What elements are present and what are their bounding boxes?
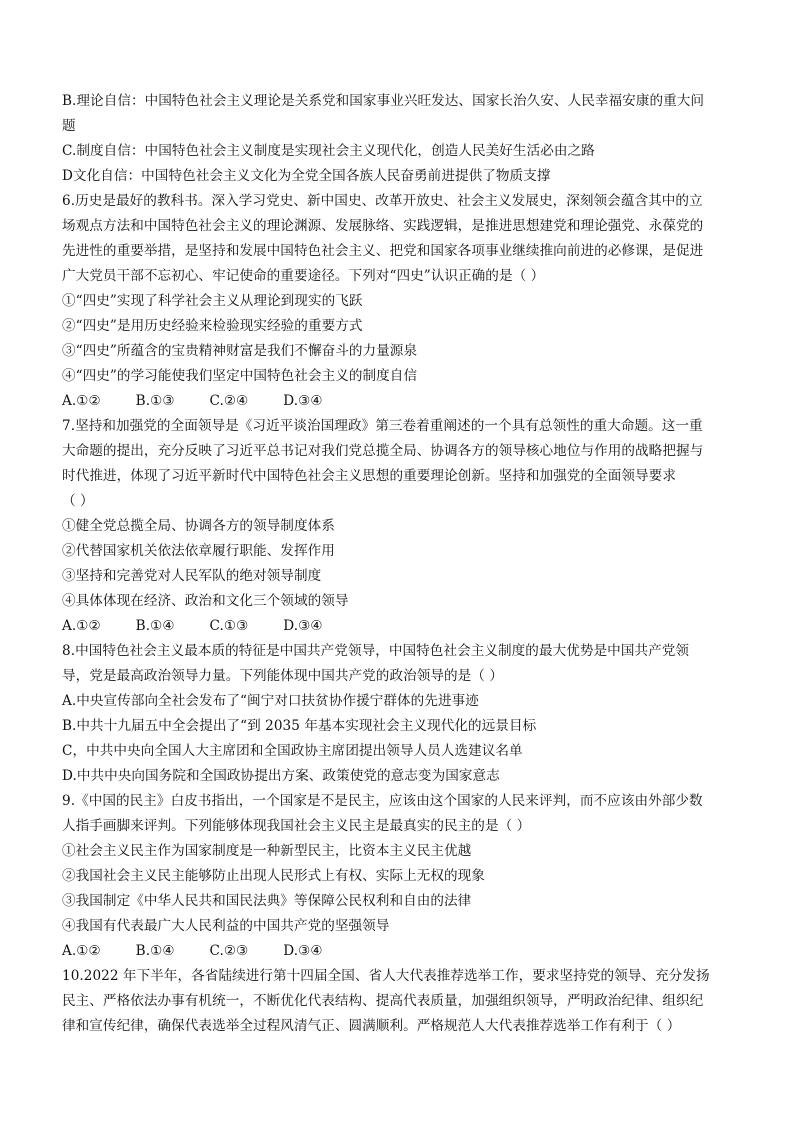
question-8-option-a: A.中央宣传部向全社会发布了“闽宁对口扶贫协作援宁群体的先进事迹 [62,693,479,709]
question-6-options: A.①② B.①③ C.②④ D.③④ [62,393,323,409]
question-9-statement-1: ①社会主义民主作为国家制度是一种新型民主，比资本主义民主优越 [62,843,472,859]
question-9-statement-2: ②我国社会主义民主能够防止出现人民形式上有权、实际上无权的现象 [62,868,485,884]
question-8-option-c: C，中共中央向全国人大主席团和全国政协主席团提出领导人员人选建议名单 [62,743,523,759]
question-8-option-b: B.中共十九届五中全会提出了“到 2035 年基本实现社会主义现代化的远景目标 [62,718,537,734]
document-body [62,89,732,1039]
question-7-statement-2: ②代替国家机关依法依章履行职能、发挥作用 [62,543,335,559]
question-6-stem-line-2: 场观点方法和中国特色社会主义的理论渊源、发展脉络、实践逻辑，是推进思想建党和理论强党、永葆党的 [62,218,704,234]
question-10-stem-line-2: 民主、严格依法办事有机统一，不断优化代表结构、提高代表质量，加强组织领导，严明政治纪律、组织纪 [62,993,704,1009]
question-6-stem-line-3: 先进性的重要举措，是坚持和发展中国特色社会主义、把党和国家各项事业继续推向前进的必修课，是促进 [62,243,704,259]
option-c-system-confidence: C.制度自信：中国特色社会主义制度是实现社会主义现代化，创造人民美好生活必由之路 [62,143,595,159]
question-9-statement-3: ③我国制定《中华人民共和国民法典》等保障公民权利和自由的法律 [62,893,472,909]
question-8-option-d: D.中共中央向国务院和全国政协提出方案、政策使党的意志变为国家意志 [62,768,500,784]
question-7-options: A.①② B.①④ C.①③ D.③④ [62,618,323,634]
question-6-stem-line-4: 广大党员干部不忘初心、牢记使命的重要途径。下列对“四史”认识正确的是（ ） [62,268,545,284]
question-6-statement-2: ②“四史”是用历史经验来检验现实经验的重要方式 [62,318,363,334]
question-6-statement-4: ④“四史”的学习能使我们坚定中国特色社会主义的制度自信 [62,368,418,384]
question-7-stem-line-3: 时代推进，体现了习近平新时代中国特色社会主义思想的重要理论创新。坚持和加强党的全面领导要求 [62,468,676,484]
question-9-statement-4: ④我国有代表最广大人民利益的中国共产党的坚强领导 [62,918,390,934]
question-10-stem-line-3: 律和宣传纪律，确保代表选举全过程风清气正、圆满顺利。严格规范人大代表推荐选举工作有利于（ ） [62,1018,681,1034]
option-b-theory-confidence-line-1: B.理论自信：中国特色社会主义理论是关系党和国家事业兴旺发达、国家长治久安、人民幸福安康的重大问 [62,93,705,109]
question-10-stem-line-1: 10.2022 年下半年，各省陆续进行第十四届全国、省人大代表推荐选举工作，要求坚持党的领导、充分发扬 [62,968,710,984]
question-7-stem-line-2: 大命题的提出，充分反映了习近平总书记对我们党总揽全局、协调各方的领导核心地位与作用的战略把握与 [62,443,704,459]
question-7-statement-4: ④具体体现在经济、政治和文化三个领域的领导 [62,593,349,609]
question-8-stem-line-2: 导，党是最高政治领导力量。下列能体现中国共产党的政治领导的是（ ） [62,668,503,684]
question-9-options: A.①② B.①④ C.②③ D.③④ [62,943,323,959]
question-6-stem-line-1: 6.历史是最好的教科书。深入学习党史、新中国史、改革开放史、社会主义发展史，深刻领会蕴含其中的立 [62,193,703,209]
question-6-statement-3: ③“四史”所蕴含的宝贵精神财富是我们不懈奋斗的力量源泉 [62,343,418,359]
question-8-stem-line-1: 8.中国特色社会主义最本质的特征是中国共产党领导，中国特色社会主义制度的最大优势是中国共产党领 [62,643,690,659]
question-7-statement-1: ①健全党总揽全局、协调各方的领导制度体系 [62,518,335,534]
question-9-stem-line-1: 9.《中国的民主》白皮书指出，一个国家是不是民主，应该由这个国家的人民来评判，而不应该由外部少数 [62,793,703,809]
question-9-stem-line-2: 人指手画脚来评判。下列能够体现我国社会主义民主是最真实的民主的是（ ） [62,818,531,834]
question-7-stem-line-1: 7.坚持和加强党的全面领导是《习近平谈治国理政》第三卷着重阐述的一个具有总领性的重大命题。这一重 [62,418,703,434]
option-d-culture-confidence: D文化自信：中国特色社会主义文化为全党全国各族人民奋勇前进提供了物质支撑 [62,168,551,184]
question-7-statement-3: ③坚持和完善党对人民军队的绝对领导制度 [62,568,322,584]
option-b-theory-confidence-line-2: 题 [62,118,76,134]
question-6-statement-1: ①“四史”实现了科学社会主义从理论到现实的飞跃 [62,293,363,309]
question-7-answer-bracket: （ ） [62,493,94,509]
